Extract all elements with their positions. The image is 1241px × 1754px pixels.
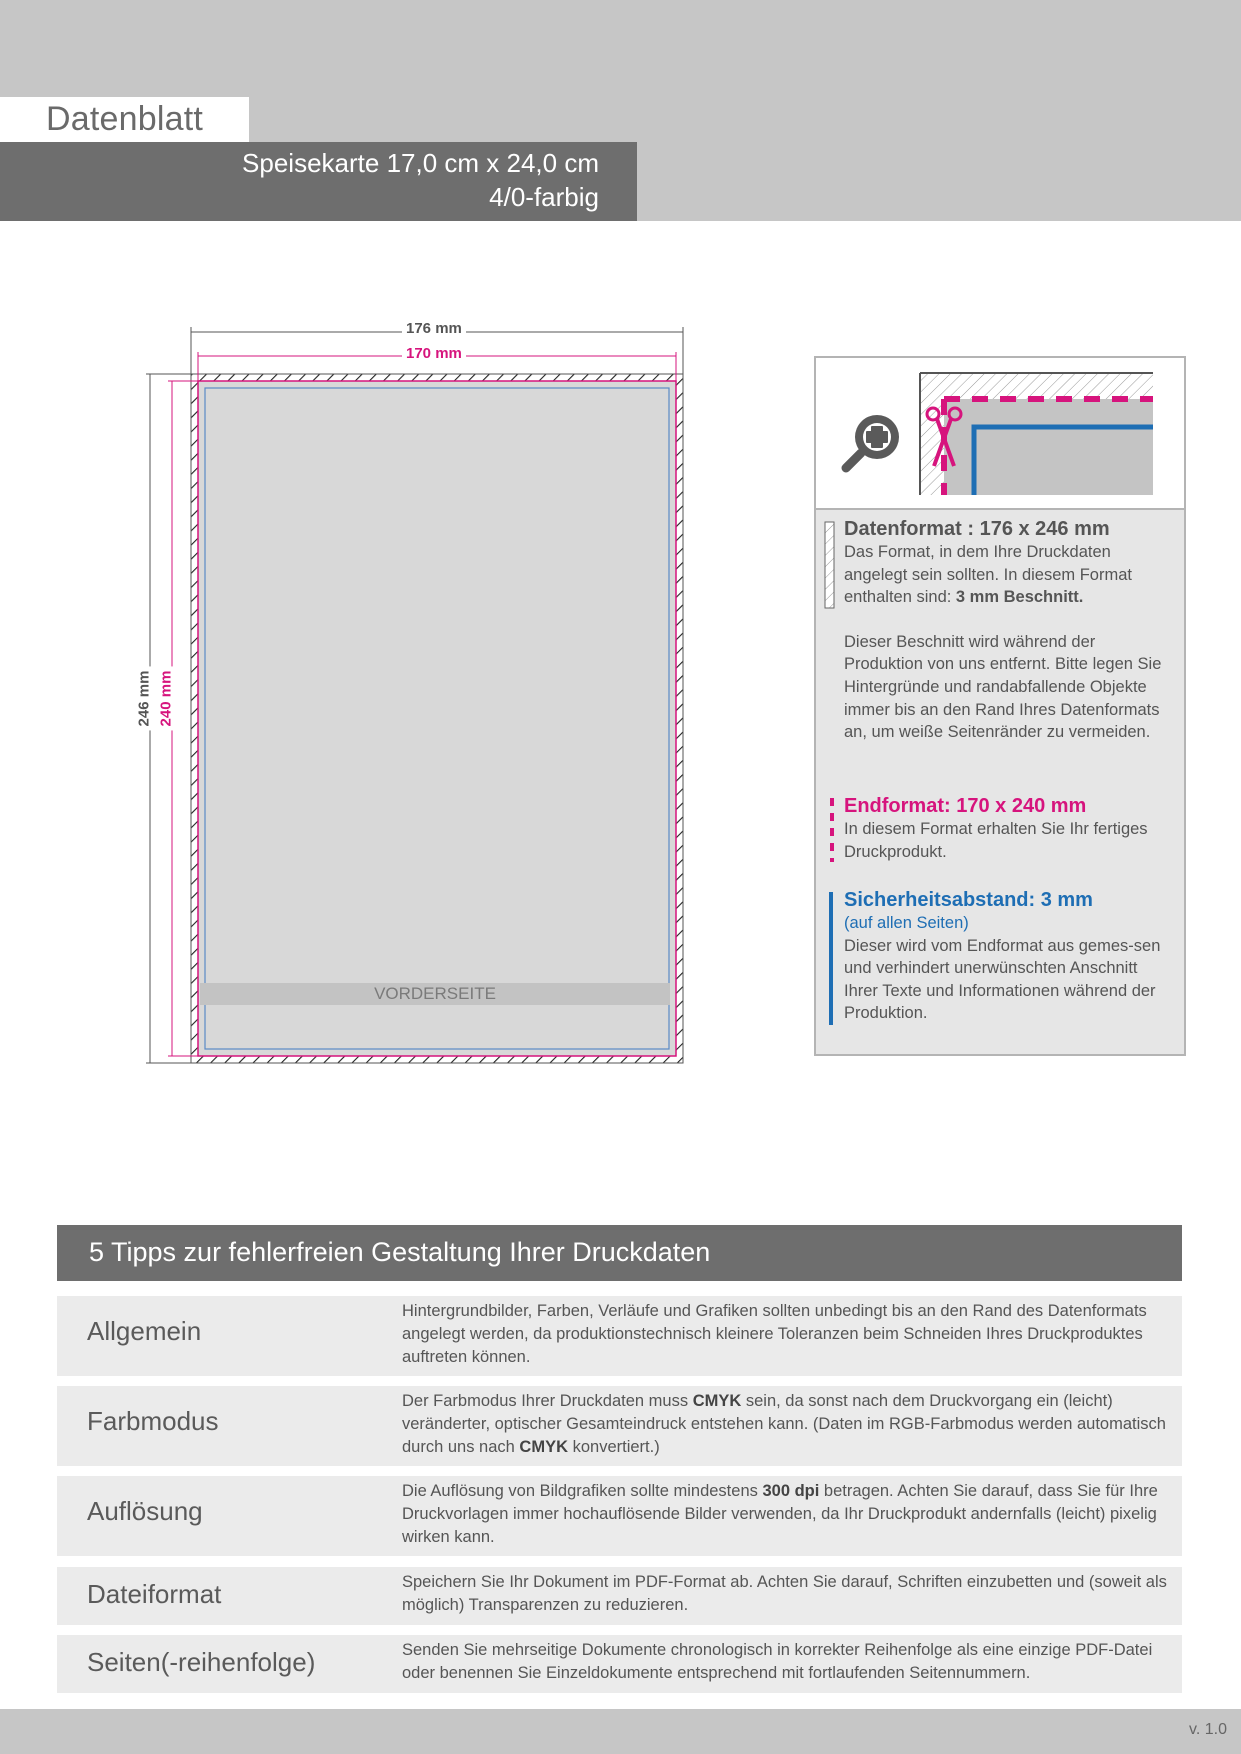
endformat-title: Endformat: 170 x 240 mm bbox=[844, 795, 1087, 817]
tip-label: Farbmodus bbox=[87, 1406, 219, 1436]
height-final-label: 240 mm bbox=[157, 667, 174, 731]
datenformat-section bbox=[844, 517, 1174, 744]
side-label: VORDERSEITE bbox=[374, 984, 496, 1003]
page-title: Datenblatt bbox=[46, 100, 203, 138]
tip-text-part: konvertiert.) bbox=[568, 1437, 660, 1456]
datenformat-text-body: Das Format, in dem Ihre Druckdaten angelegt sein sollten. In diesem Format enthalten sind: bbox=[844, 543, 1132, 607]
tip-text-bold: CMYK bbox=[692, 1392, 742, 1410]
tip-label: Seiten(-reihenfolge) bbox=[87, 1647, 316, 1677]
endformat-text: In diesem Format erhalten Sie Ihr fertiges Druckprodukt. bbox=[844, 820, 1148, 861]
final-format-area bbox=[198, 381, 676, 1056]
tip-text-part: Der Farbmodus Ihrer Druckdaten muss bbox=[402, 1392, 693, 1410]
tip-text bbox=[402, 1300, 1172, 1368]
tip-label: Dateiformat bbox=[87, 1579, 222, 1609]
datenformat-title: Datenformat : 176 x 246 mm bbox=[844, 518, 1110, 540]
product-name: Speisekarte 17,0 cm x 24,0 cm bbox=[242, 148, 599, 178]
sicherheit-text: Dieser wird vom Endformat aus gemes-sen und verhindert unerwünschten Anschnitt Ihrer Texte und Informationen während der Produktion. bbox=[844, 936, 1161, 1023]
tip-label: Allgemein bbox=[87, 1316, 202, 1346]
datenformat-bold: 3 mm Beschnitt. bbox=[955, 588, 1084, 607]
tip-text bbox=[402, 1480, 1172, 1548]
footer bbox=[0, 1709, 1241, 1754]
width-final-label: 170 mm bbox=[402, 345, 466, 362]
tip-text-part: Speichern Sie Ihr Dokument im PDF-Format ab. Achten Sie darauf, Schriften einzubetten und (soweit als möglich) Transparenzen zu reduzieren. bbox=[402, 1573, 1167, 1614]
side-label-band bbox=[200, 983, 670, 1005]
tip-text bbox=[402, 1571, 1172, 1617]
tip-text-bold: CMYK bbox=[519, 1437, 569, 1456]
tip-row bbox=[57, 1476, 1182, 1556]
width-data-label: 176 mm bbox=[402, 320, 466, 337]
tip-row bbox=[57, 1296, 1182, 1376]
datenformat-marker-icon bbox=[825, 522, 834, 608]
height-data-label: 246 mm bbox=[135, 667, 152, 731]
tip-row bbox=[57, 1567, 1182, 1625]
tip-row bbox=[57, 1635, 1182, 1693]
datenformat-paragraph: Dieser Beschnitt wird während der Produktion von uns entfernt. Bitte legen Sie Hintergründe und randabfallende Objekte immer bis an den Rand Ihres Datenformats an, um weiße Seitenränder zu vermeiden. bbox=[844, 632, 1162, 742]
tip-row bbox=[57, 1386, 1182, 1466]
tip-text-part: Hintergrundbilder, Farben, Verläufe und Grafiken sollten unbedingt bis an den Rand des Datenformats angelegt werden, da produktionstechnisch kleinere Toleranzen beim Schneiden Ihres Druckproduktes auftreten können. bbox=[402, 1302, 1147, 1366]
sicherheit-title: Sicherheitsabstand: 3 mm bbox=[844, 889, 1093, 911]
magnifier-plus-icon bbox=[846, 415, 899, 468]
color-mode: 4/0-farbig bbox=[489, 182, 599, 212]
version-label: v. 1.0 bbox=[1189, 1721, 1227, 1738]
sicherheit-section bbox=[844, 888, 1174, 1025]
datenformat-text bbox=[844, 541, 1174, 609]
tip-text-part: betragen. Achten Sie darauf, dass Sie für Ihre Druckvorlagen immer hochauflösende Bilder verwenden, da Ihr Druckprodukt andernfalls (leicht) pixelig wirken kann. bbox=[402, 1482, 1158, 1546]
tips-header bbox=[57, 1225, 1182, 1281]
bleed-illustration bbox=[920, 373, 1153, 495]
tip-text-part: Senden Sie mehrseitige Dokumente chronologisch in korrekter Reihenfolge als eine einzige PDF-Datei oder benennen Sie Einzeldokumente entsprechend mit fortlaufenden Seitennummern. bbox=[402, 1641, 1153, 1682]
tip-text-bold: 300 dpi bbox=[762, 1482, 820, 1500]
endformat-section bbox=[844, 794, 1174, 863]
tip-label: Auflösung bbox=[87, 1496, 203, 1526]
tip-text-part: Die Auflösung von Bildgrafiken sollte mindestens bbox=[402, 1482, 763, 1500]
tip-text-part: sein, da sonst nach dem Druckvorgang ein (leicht) veränderter, optischer Gesamteindruck entstehen kann. (Daten im RGB-Farbmodus werden automatisch durch uns nach bbox=[402, 1392, 1166, 1456]
tip-text bbox=[402, 1390, 1172, 1458]
tips-title: 5 Tipps zur fehlerfreien Gestaltung Ihrer Druckdaten bbox=[89, 1237, 711, 1267]
sicherheit-subtitle: (auf allen Seiten) bbox=[844, 914, 969, 932]
tip-text bbox=[402, 1639, 1172, 1685]
